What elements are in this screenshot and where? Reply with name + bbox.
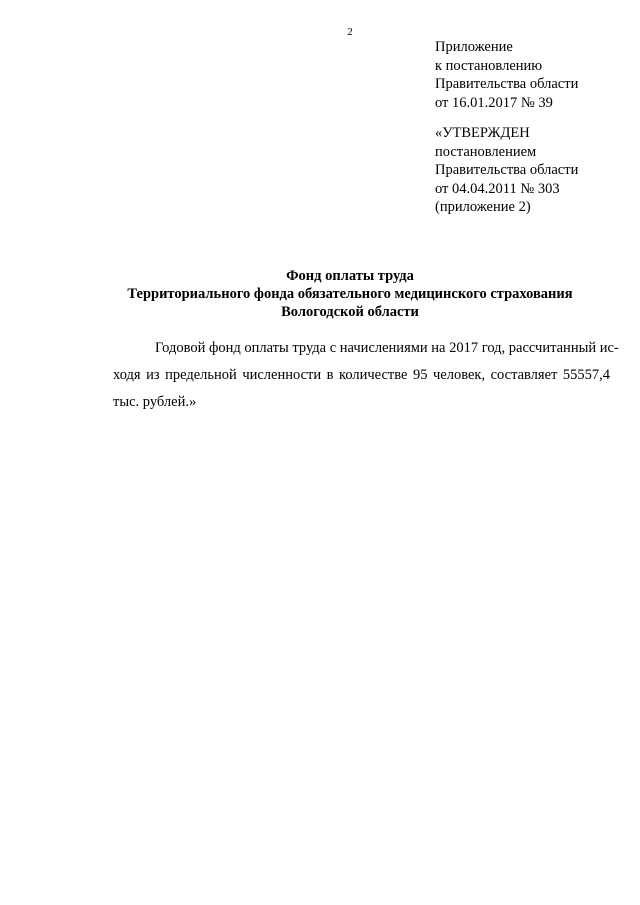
title-line: Фонд оплаты труда	[286, 268, 414, 284]
annex-line: Приложение	[435, 39, 513, 55]
title-line: Территориального фонда обязательного медицинского страхования	[127, 286, 573, 302]
approval-line: от 04.04.2011 № 303	[435, 180, 560, 197]
paragraph-line: ходя из предельной численности в количестве 95 человек, составляет 55557,4	[113, 367, 610, 383]
approval-line: постановлением	[435, 143, 537, 160]
approval-line: (приложение 2)	[435, 199, 531, 215]
annex-line: к постановлению	[435, 57, 543, 74]
document-title	[0, 267, 640, 321]
page-number: 2	[347, 26, 353, 38]
body-paragraph	[113, 335, 619, 416]
approval-line: Правительства области	[435, 162, 579, 178]
title-line: Вологодской области	[281, 304, 419, 320]
annex-reference	[435, 38, 635, 112]
annex-line: Правительства области	[435, 76, 579, 92]
approval-reference	[435, 124, 635, 217]
approval-line: «УТВЕРЖДЕН	[435, 125, 530, 141]
paragraph-line: Годовой фонд оплаты труда с начислениями на 2017 год, рассчитанный ис-	[155, 340, 619, 356]
annex-line: от 16.01.2017 № 39	[435, 94, 553, 111]
paragraph-line: тыс. рублей.»	[113, 394, 197, 410]
